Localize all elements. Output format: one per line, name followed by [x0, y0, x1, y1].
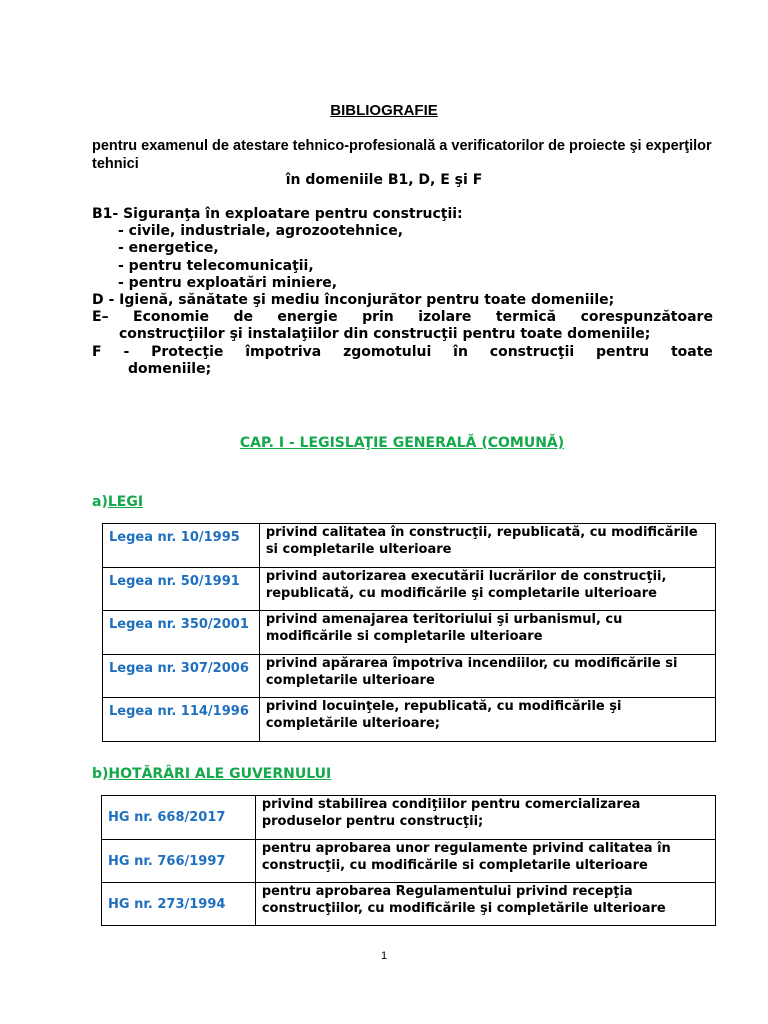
table-row: [102, 796, 716, 840]
domain-e-word: energie: [277, 309, 338, 326]
section-b-heading: [92, 765, 331, 783]
table-row: [103, 568, 716, 611]
decision-name-cell: HG nr. 668/2017: [102, 796, 256, 840]
decision-desc-cell: pentru aprobarea unor regulamente privind calitatea în construcţii, cu modificările si completarile ulterioare: [255, 840, 715, 883]
table-row: [102, 840, 716, 883]
table-row: [102, 883, 716, 926]
domain-e: [92, 309, 713, 326]
domains-list: [92, 206, 713, 378]
domain-f-word: toate: [670, 343, 713, 360]
domain-f-word: -: [123, 343, 130, 360]
law-name-cell: Legea nr. 307/2006: [103, 655, 260, 698]
table-row: [103, 655, 716, 698]
laws-table: [102, 523, 716, 742]
domain-b1-item: - pentru exploatări miniere,: [118, 274, 338, 291]
section-a-prefix: a): [92, 494, 108, 510]
decision-name-cell: HG nr. 273/1994: [102, 883, 256, 926]
section-a-label: LEGI: [107, 494, 144, 510]
law-desc-cell: privind apărarea împotriva incendiilor, cu modificările si completarile ulterioare: [259, 655, 715, 698]
domain-f-word: Protecţie: [151, 343, 224, 360]
domain-f-word: F: [92, 343, 102, 360]
section-a-heading: [92, 493, 143, 511]
domain-d: D - Igienă, sănătate şi mediu înconjurător pentru toate domeniile;: [92, 292, 615, 309]
table-row: [103, 611, 716, 655]
table-row: [103, 524, 716, 568]
law-desc-cell: privind locuinţele, republicată, cu modificările şi completările ulterioare;: [259, 698, 715, 742]
domains-heading: în domeniile B1, D, E şi F: [285, 172, 483, 188]
domain-b1-item: - pentru telecomunicaţii,: [118, 257, 314, 274]
document-subtitle: pentru examenul de atestare tehnico-profesională a verificatorilor de proiecte şi experţilor tehnici: [92, 138, 712, 172]
law-name-cell: Legea nr. 50/1991: [103, 568, 260, 611]
law-name-cell: Legea nr. 350/2001: [103, 611, 260, 655]
decision-desc-cell: privind stabilirea condiţiilor pentru comercializarea produselor pentru construcţii;: [255, 796, 715, 840]
decision-desc-cell: pentru aprobarea Regulamentului privind recepţia construcţiilor, cu modificările şi completările ulterioare: [255, 883, 715, 926]
domain-f-continuation: domeniile;: [128, 360, 212, 377]
domain-e-word: E–: [92, 309, 109, 326]
chapter-heading: CAP. I - LEGISLAŢIE GENERALĂ (COMUNĂ): [239, 435, 565, 451]
domain-b1: B1- Siguranţa în exploatare pentru construcţii:: [92, 206, 463, 222]
domain-f-word: în: [453, 343, 468, 360]
domain-f-word: construcţii: [489, 343, 575, 360]
page-number: 1: [380, 950, 388, 962]
document-title: BIBLIOGRAFIE: [330, 102, 438, 119]
section-b-label: HOTĂRÂRI ALE GUVERNULUI: [108, 766, 332, 782]
decision-name-cell: HG nr. 766/1997: [102, 840, 256, 883]
law-name-cell: Legea nr. 114/1996: [103, 698, 260, 742]
domain-f-word: împotriva: [245, 343, 322, 360]
domain-f: [92, 344, 713, 361]
domain-e-continuation: construcţiilor şi instalaţiilor din construcţii pentru toate domeniile;: [119, 326, 651, 343]
domain-e-word: corespunzătoare: [580, 309, 713, 326]
table-row: [103, 698, 716, 742]
section-b-prefix: b): [92, 766, 109, 782]
law-desc-cell: privind autorizarea executării lucrărilor de construcţii, republicată, cu modificările şi completarile ulterioare: [259, 568, 715, 611]
domain-e-word: izolare: [418, 309, 472, 326]
decisions-table: [101, 795, 716, 926]
domain-e-word: de: [233, 309, 253, 326]
domain-e-word: prin: [362, 309, 394, 326]
domain-e-word: Economie: [133, 309, 209, 326]
domain-f-word: pentru: [596, 343, 650, 360]
law-name-cell: Legea nr. 10/1995: [103, 524, 260, 568]
domain-b1-item: - civile, industriale, agrozootehnice,: [118, 223, 404, 240]
domain-e-word: termică: [495, 309, 557, 326]
law-desc-cell: privind calitatea în construcţii, republicată, cu modificările si completarile ulterioare: [259, 524, 715, 568]
domain-f-word: zgomotului: [343, 343, 432, 360]
domain-b1-item: - energetice,: [118, 240, 219, 257]
law-desc-cell: privind amenajarea teritoriului şi urbanismul, cu modificările si completarile ulterioare: [259, 611, 715, 655]
